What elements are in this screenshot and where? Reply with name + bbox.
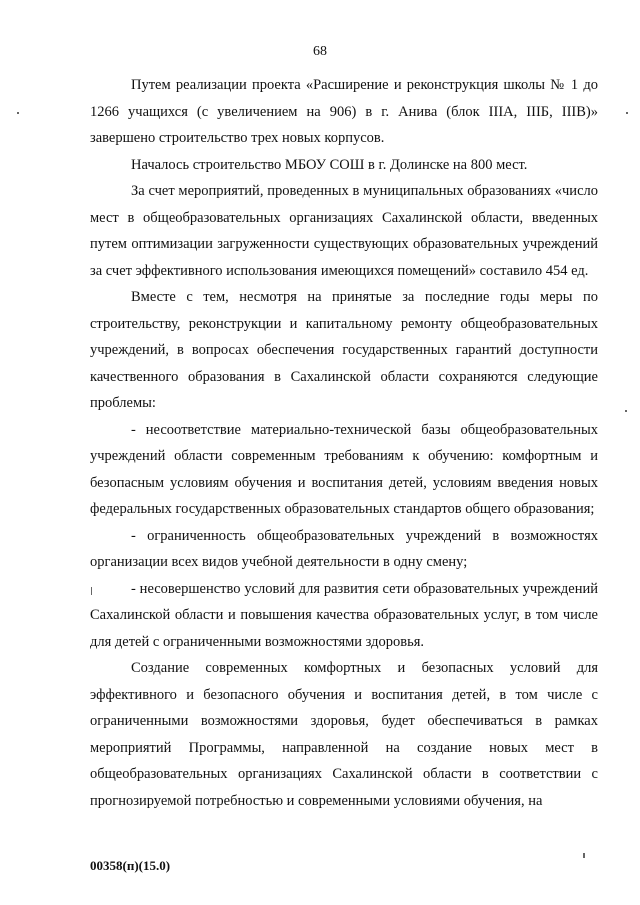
paragraph-problem-base: - несоответствие материально-технической базы общеобразовательных учреждений области современным требованиям к обучению: комфортным и безопасным условиям обучения и воспитания детей, условиям введения новых федеральных государственных образовательных стандартов общего образования;	[90, 421, 598, 517]
scan-speck	[583, 853, 585, 858]
page-number: 68	[313, 44, 327, 59]
scan-speck	[91, 587, 92, 595]
paragraph-problems-intro: Вместе с тем, несмотря на принятые за последние годы меры по строительству, реконструкции и капитальному ремонту общеобразовательных учреждений, в вопросах обеспечения государственных гарантий доступности качественного образования в Сахалинской области сохраняются следующие проблемы:	[90, 289, 598, 411]
scan-speck	[17, 112, 19, 114]
paragraph-anivа-school: Путем реализации проекта «Расширение и реконструкция школы № 1 до 1266 учащихся (с увеличением на 906) в г. Анива (блок IIIА, IIIБ, IIIВ)» завершено строительство трех новых корпусов.	[90, 77, 598, 146]
document-code: 00358(п)(15.0)	[90, 858, 171, 873]
paragraph-dolinsk-school: Началось строительство МБОУ СОШ в г. Долинске на 800 мест.	[131, 156, 528, 173]
paragraph-optimization: За счет мероприятий, проведенных в муниципальных образованиях «число мест в общеобразовательных организациях Сахалинской области, введенных путем оптимизации загруженности существующих образовательных учреждений за счет эффективного использования имеющихся помещений» составило 454 ед.	[90, 183, 598, 279]
paragraph-program-goals: Создание современных комфортных и безопасных условий для эффективного и безопасного обучения и воспитания детей, в том числе с ограниченными возможностями здоровья, будет обеспечиваться в рамках мероприятий Программы, направленной на создание новых мест в общеобразовательных организациях Сахалинской области в соответствии с прогнозируемой потребностью и современными условиями обучения, на	[90, 660, 598, 809]
document-body	[90, 72, 598, 814]
scan-speck	[626, 112, 628, 114]
paragraph-problem-shift: - ограниченность общеобразовательных учреждений в возможностях организации всех видов учебной деятельности в одну смену;	[90, 527, 598, 570]
scan-speck	[625, 410, 627, 412]
paragraph-problem-network: - несовершенство условий для развития сети образовательных учреждений Сахалинской области и повышения качества образовательных услуг, в том числе для детей с ограниченными возможностями здоровья.	[90, 580, 598, 650]
